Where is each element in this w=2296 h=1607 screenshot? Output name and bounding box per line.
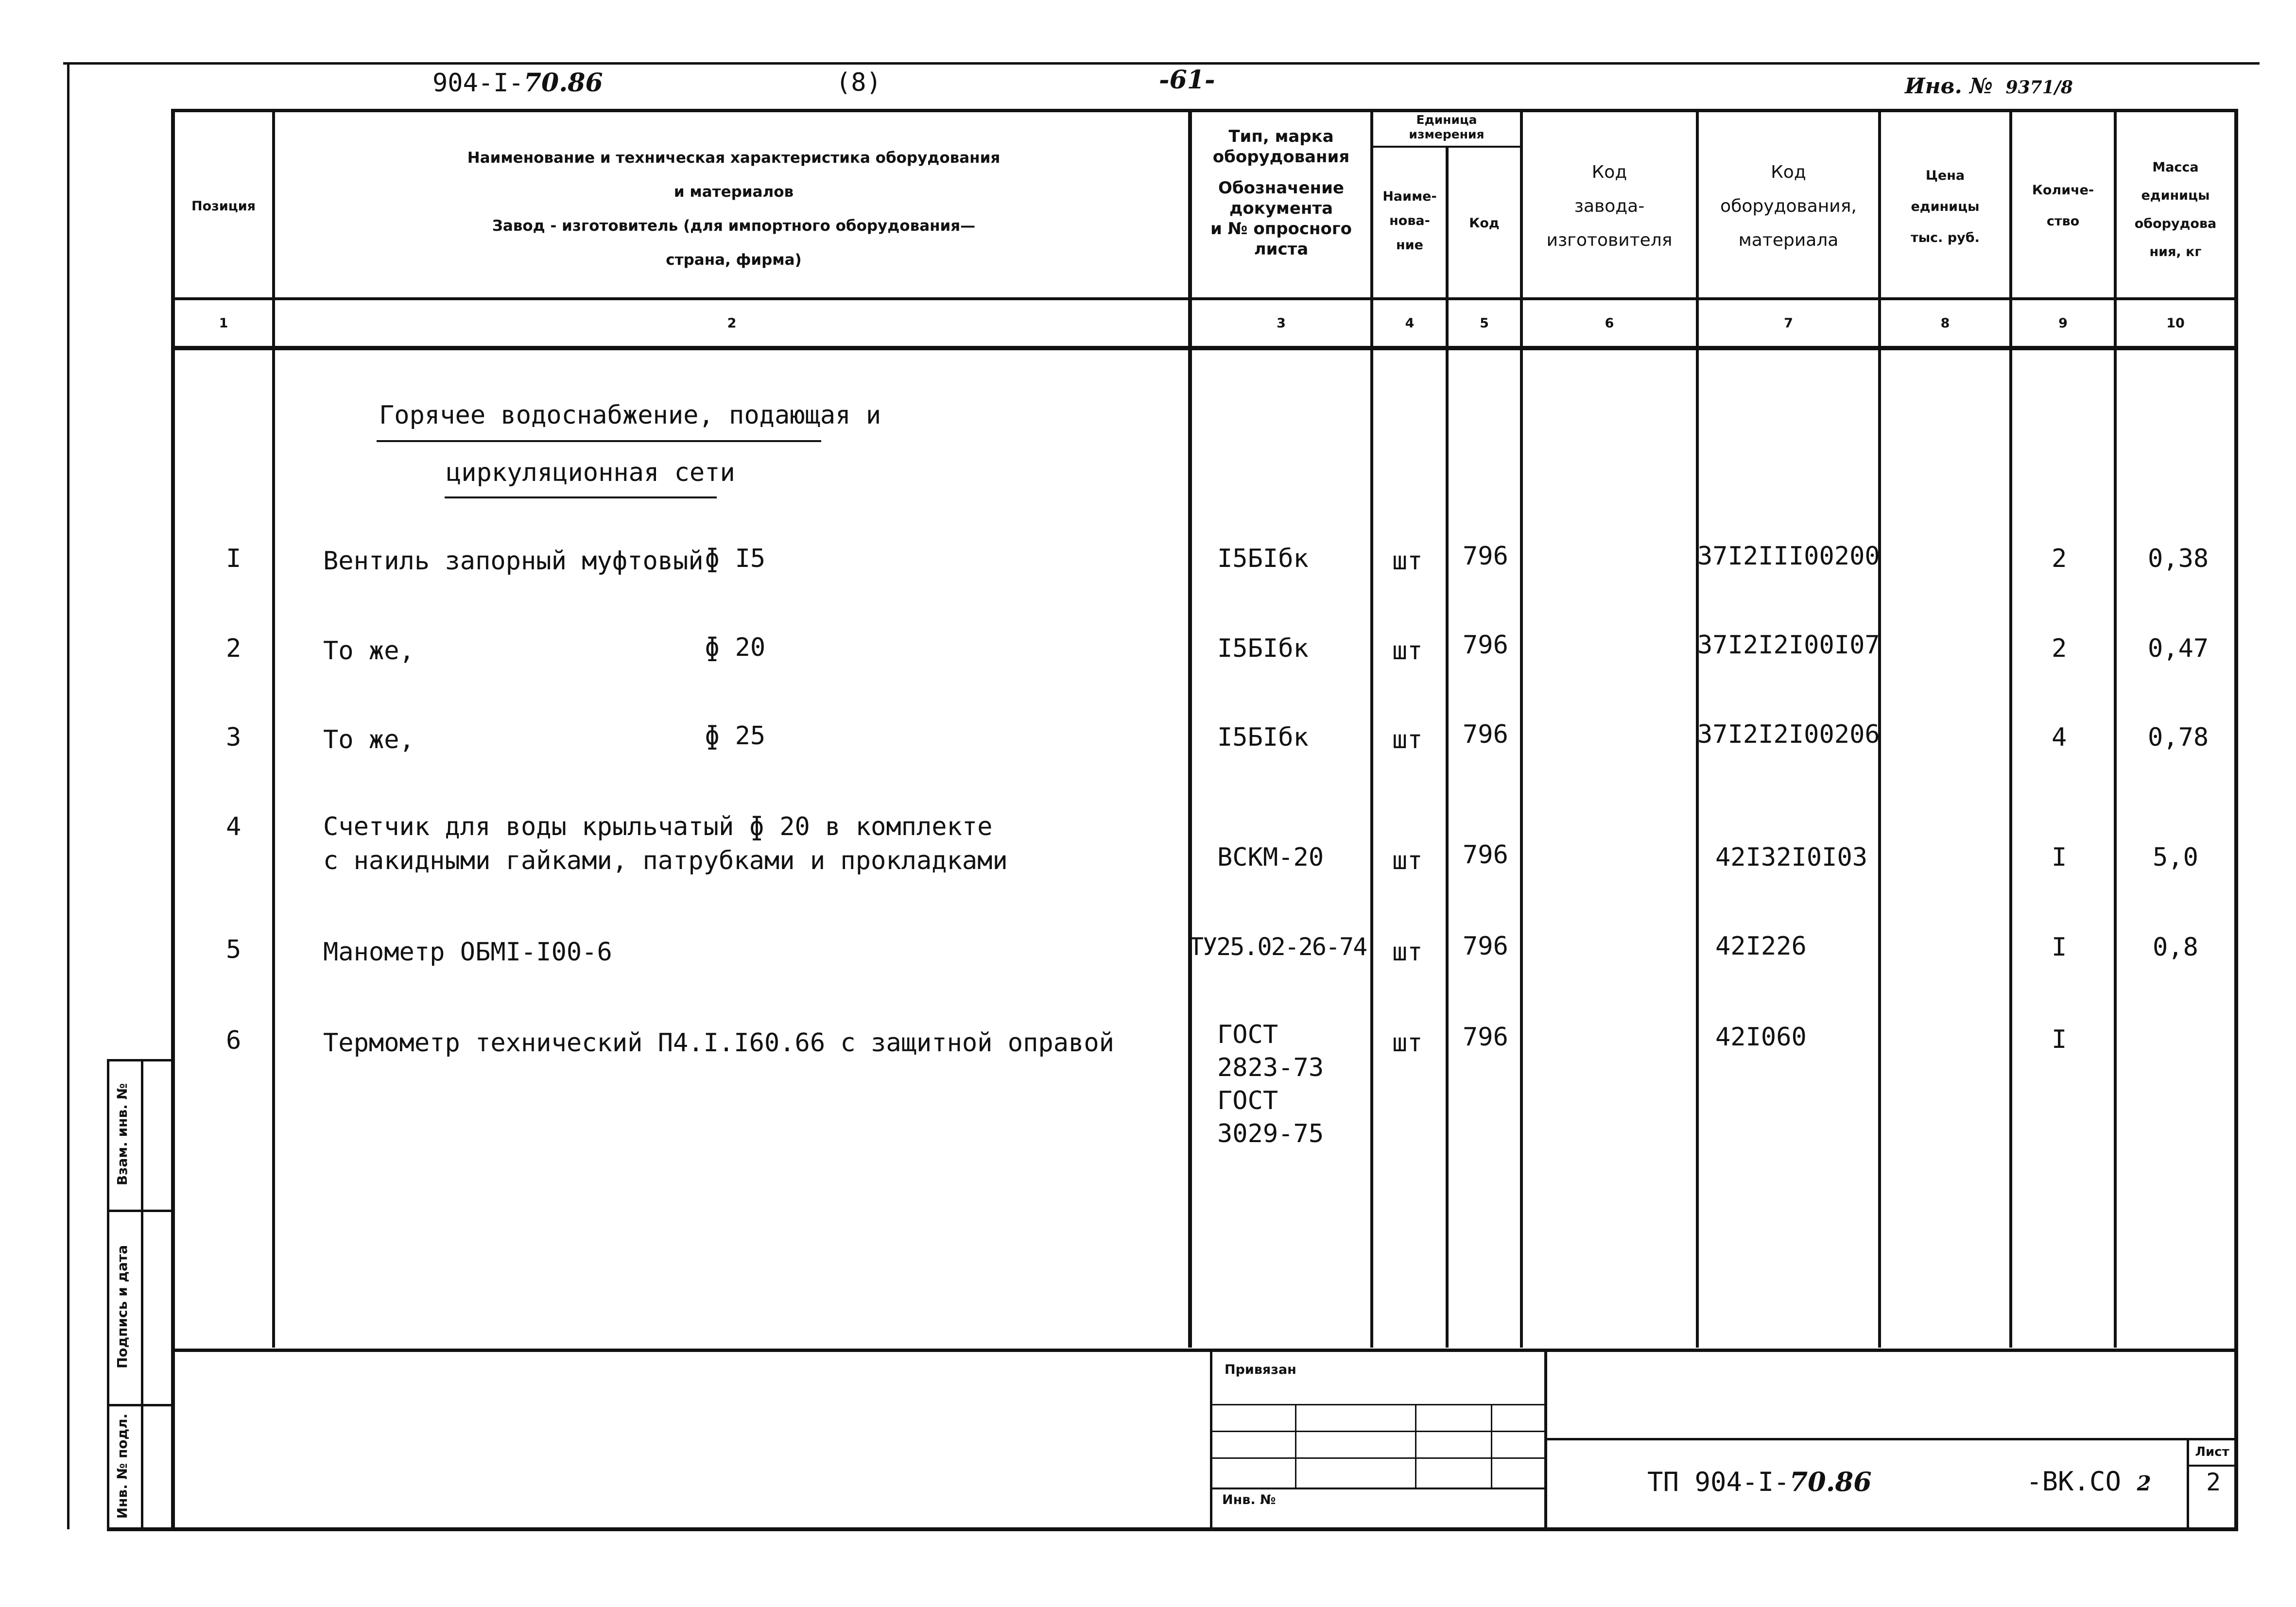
row-2-code: 796: [1463, 631, 1508, 660]
row-2-mass: 0,47: [2148, 634, 2209, 663]
row-5-name: Манометр ОБМI-I00-6: [323, 938, 612, 967]
header-col-3-line: оборудования: [1212, 147, 1350, 167]
row-6-quantity: I: [2052, 1025, 2067, 1054]
header-col-2: [292, 141, 1176, 277]
left-border: [67, 62, 69, 1529]
stamp-box-left: [1210, 1349, 1212, 1529]
row-6-material-code: 42I060: [1715, 1023, 1807, 1052]
col-num-5: 5: [1480, 316, 1489, 331]
header-col-4-line: нова-: [1389, 213, 1430, 228]
header-col-4: [1373, 185, 1446, 257]
row-6-position: 6: [226, 1026, 242, 1055]
stamp-col-line-2: [1415, 1404, 1416, 1487]
table-top-border: [171, 109, 2236, 112]
row-1-diameter: ɸ I5: [705, 544, 766, 573]
header-col-7-line: Код: [1771, 162, 1806, 182]
sheet-value: 2: [2206, 1468, 2221, 1496]
row-5-material-code: 42I226: [1715, 932, 1807, 961]
row-4-type: ВСКМ-20: [1217, 843, 1324, 872]
row-4-unit: шт: [1392, 846, 1423, 875]
row-6-name: Термометр технический П4.I.I60.66 с защитной оправой: [323, 1028, 1114, 1058]
col-num-1: 1: [219, 316, 228, 331]
col-num-4: 4: [1405, 316, 1415, 331]
designation-handwritten: 70.86: [523, 68, 603, 98]
row-2-name: То же,: [323, 636, 414, 666]
header-col-2-line: страна, фирма): [666, 251, 802, 269]
col-num-9: 9: [2058, 316, 2068, 331]
doc-prefix: ТП 904-I-: [1647, 1467, 1790, 1497]
row-2-position: 2: [226, 634, 242, 663]
col-num-7: 7: [1784, 316, 1793, 331]
row-3-diameter: ɸ 25: [705, 721, 766, 751]
header-col-2-line: Наименование и техническая характеристика оборудования: [467, 149, 1001, 167]
header-col-1-text: Позиция: [191, 199, 256, 214]
col-num-6: 6: [1605, 316, 1614, 331]
table-left-border: [171, 109, 175, 1530]
header-col-6-line: изготовителя: [1546, 230, 1673, 250]
stamp-privyazan: Привязан: [1225, 1362, 1296, 1377]
col-divider-5: [1520, 109, 1523, 1348]
inventory-value: 9371/8: [2005, 77, 2073, 98]
header-col-4-line: Наиме-: [1382, 189, 1437, 204]
doc-suffix: -ВК.СО: [2026, 1466, 2122, 1497]
side-label-replaces-inv: Взам. инв. №: [114, 1083, 130, 1186]
row-3-unit: шт: [1392, 725, 1423, 754]
row-3-quantity: 4: [2052, 723, 2067, 752]
stamp-inv-no: Инв. №: [1222, 1492, 1276, 1507]
unit-group-header: [1373, 113, 1520, 142]
row-4-name-line-2: с накидными гайками, патрубками и прокладками: [323, 846, 1008, 875]
row-1-code: 796: [1463, 542, 1508, 571]
row-6-type-line-3: ГОСТ: [1217, 1086, 1278, 1115]
row-4-code: 796: [1463, 840, 1508, 870]
header-col-7-line: оборудования,: [1720, 196, 1857, 216]
stamp-row-line-4: [1212, 1487, 1544, 1489]
stamp-col-line-1: [1295, 1404, 1296, 1487]
header-col-6: [1523, 155, 1696, 257]
sheet-box-mid: [2189, 1465, 2234, 1467]
sheet-label: Лист: [2195, 1445, 2229, 1459]
stamp-row-line-2: [1212, 1431, 1544, 1432]
header-col-3: [1192, 126, 1370, 259]
row-3-position: 3: [226, 723, 242, 752]
col-divider-2: [1188, 109, 1192, 1348]
header-col-2-line: Завод - изготовитель (для импортного оборудования—: [492, 217, 976, 235]
row-5-code: 796: [1463, 932, 1508, 961]
row-3-code: 796: [1463, 720, 1508, 749]
numbers-bottom-line: [175, 346, 2234, 350]
side-label-signature-date: Подпись и дата: [114, 1245, 130, 1369]
doc-suffix-handwritten: 2: [2137, 1471, 2151, 1495]
title-block-top-line: [1547, 1438, 2234, 1440]
designation-prefix: 904-I-: [432, 68, 524, 98]
row-1-quantity: 2: [2052, 544, 2067, 573]
header-col-9-line: ство: [2046, 214, 2080, 229]
inventory-label: Инв. №: [1905, 74, 1993, 99]
col-num-8: 8: [1940, 316, 1950, 331]
section-title-underline-2: [445, 496, 717, 498]
col-divider-3: [1370, 109, 1373, 1348]
unit-group-line: измерения: [1409, 127, 1485, 141]
row-1-type: I5БIбк: [1217, 544, 1309, 573]
row-1-unit: шт: [1392, 547, 1423, 576]
section-title-line-1: Горячее водоснабжение, подающая и: [379, 401, 881, 430]
header-col-6-line: Код: [1591, 162, 1627, 182]
row-4-name-line-1: Счетчик для воды крыльчатый ɸ 20 в комплекте: [323, 812, 993, 841]
col-num-10: 10: [2166, 316, 2185, 331]
side-strip-left: [107, 1059, 109, 1530]
row-1-mass: 0,38: [2148, 544, 2209, 573]
header-col-8-line: единицы: [1911, 199, 1980, 214]
row-4-position: 4: [226, 812, 242, 841]
row-5-type: ТУ25.02-26-74: [1189, 933, 1367, 961]
col-num-2: 2: [727, 316, 737, 331]
header-bottom-line: [175, 297, 2234, 300]
header-col-2-line: и материалов: [673, 183, 794, 201]
row-1-position: I: [226, 544, 242, 573]
row-6-type-line-2: 2823-73: [1217, 1053, 1324, 1082]
header-col-10-line: оборудова: [2134, 216, 2217, 231]
stamp-col-line-3: [1491, 1404, 1492, 1487]
doc-handwritten: 70.86: [1789, 1466, 1872, 1497]
row-5-quantity: I: [2052, 933, 2067, 962]
header-col-7-line: материала: [1738, 230, 1839, 250]
header-col-10-line: Масса: [2152, 160, 2199, 175]
header-col-3-line: листа: [1254, 239, 1309, 259]
header-col-3-line: и № опросного: [1210, 219, 1352, 239]
col-divider-9: [2114, 109, 2117, 1348]
col-divider-8: [2009, 109, 2012, 1348]
inventory-number: [1905, 74, 2073, 99]
section-title-line-2: циркуляционная сети: [446, 458, 735, 487]
header-col-8: [1881, 160, 2009, 254]
header-col-7: [1699, 155, 1878, 257]
header-col-10: [2117, 154, 2234, 266]
header-col-5: [1449, 214, 1520, 234]
stamp-row-line-3: [1212, 1457, 1544, 1459]
row-5-position: 5: [226, 935, 242, 964]
header-col-8-line: Цена: [1925, 168, 1965, 183]
document-code: [1647, 1466, 1872, 1497]
row-6-type-line-4: 3029-75: [1217, 1119, 1324, 1148]
header-col-1: [176, 197, 271, 217]
stamp-row-line-1: [1212, 1404, 1544, 1405]
section-title-underline-1: [377, 440, 821, 442]
row-3-material-code: 37I2I2I00206: [1697, 720, 1880, 749]
row-4-mass: 5,0: [2153, 843, 2198, 872]
row-6-code: 796: [1463, 1023, 1508, 1052]
row-5-unit: шт: [1392, 938, 1423, 967]
row-6-type-line-1: ГОСТ: [1217, 1020, 1278, 1049]
row-2-type: I5БIбк: [1217, 634, 1309, 663]
row-6-unit: шт: [1392, 1028, 1423, 1058]
header-col-6-line: завода-: [1574, 196, 1645, 216]
row-3-name: То же,: [323, 725, 414, 754]
header-col-10-line: единицы: [2141, 188, 2210, 203]
designation: [432, 68, 603, 98]
header-col-10-line: ния, кг: [2149, 244, 2202, 259]
side-label-original-inv: Инв. № подл.: [114, 1413, 130, 1519]
header-col-3-line: документа: [1229, 199, 1333, 218]
top-border: [63, 62, 2260, 65]
col-num-3: 3: [1277, 316, 1286, 331]
header-col-5-text: Код: [1469, 216, 1500, 231]
header-col-8-line: тыс. руб.: [1911, 230, 1980, 245]
bottom-border: [107, 1527, 2238, 1531]
header-col-3-line: Обозначение: [1218, 178, 1344, 198]
row-5-mass: 0,8: [2153, 933, 2198, 962]
row-1-material-code: 37I2III00200: [1697, 542, 1880, 571]
stamp-top-line: [175, 1349, 2234, 1352]
sheet-box-left: [2187, 1438, 2189, 1530]
row-2-material-code: 37I2I2I00I07: [1697, 631, 1880, 660]
header-col-3-line: Тип, марка: [1228, 127, 1334, 146]
row-2-quantity: 2: [2052, 634, 2067, 663]
row-1-name: Вентиль запорный муфтовый: [323, 547, 704, 576]
row-3-type: I5БIбк: [1217, 723, 1309, 752]
header-col-9-line: Количе-: [2032, 183, 2094, 198]
side-strip-div-1: [107, 1210, 175, 1212]
table-right-border: [2234, 109, 2238, 1530]
unit-group-divider: [1371, 146, 1521, 148]
row-3-mass: 0,78: [2148, 723, 2209, 752]
page-number: -61-: [1159, 65, 1215, 95]
header-col-9: [2012, 175, 2114, 237]
unit-group-line: Единица: [1416, 113, 1477, 127]
row-2-diameter: ɸ 20: [705, 633, 766, 662]
header-col-4-line: ние: [1396, 238, 1423, 253]
sheet-in-parens: (8): [836, 68, 881, 97]
row-4-material-code: 42I32I0I03: [1715, 843, 1868, 872]
row-2-unit: шт: [1392, 636, 1423, 666]
col-divider-1: [272, 109, 275, 1348]
document-suffix: [2026, 1466, 2151, 1497]
row-4-quantity: I: [2052, 843, 2067, 872]
side-strip-right: [141, 1059, 143, 1530]
